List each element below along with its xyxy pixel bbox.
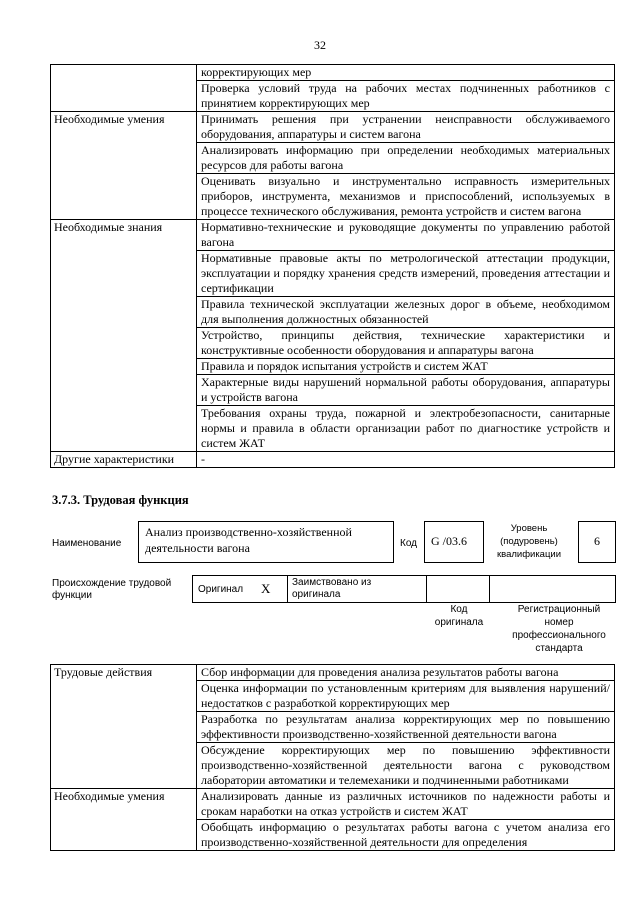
function-name-value: Анализ производственно-хозяйственной деятельности вагона xyxy=(145,525,352,555)
row-item: Правила и порядок испытания устройств и систем ЖАТ xyxy=(197,359,615,375)
table-row xyxy=(51,220,615,251)
original-mark: X xyxy=(261,581,271,596)
row-item: Оценка информации по установленным критериям для выявления нарушений/недостатков с разработкой корректирующих мер xyxy=(197,681,615,712)
origin-label: Происхождение трудовой функции xyxy=(52,578,172,601)
table-row xyxy=(51,789,615,820)
row-label: Необходимые умения xyxy=(51,112,197,220)
row-item: Проверка условий труда на рабочих местах подчиненных работников с принятием корректирующих мер xyxy=(197,81,615,112)
row-item: корректирующих мер xyxy=(197,65,615,81)
origin-table xyxy=(192,575,616,603)
row-item: Сбор информации для проведения анализа результатов работы вагона xyxy=(197,665,615,681)
row-item: Принимать решения при устранении неисправности обслуживаемого оборудования, аппаратуры и систем вагона xyxy=(197,112,615,143)
row-item: Анализировать информацию при определении необходимых материальных ресурсов для работы вагона xyxy=(197,143,615,174)
row-item: Обсуждение корректирующих мер по повышению эффективности производственно-хозяйственной деятельности вагона с руководством лаборатории автоматики и телемеханики и подчиненными работниками xyxy=(197,743,615,789)
table-row xyxy=(51,112,615,143)
row-label: Необходимые знания xyxy=(51,220,197,452)
table-row xyxy=(51,452,615,468)
row-item: Нормативные правовые акты по метрологической аттестации продукции, эксплуатации и порядку хранения средств измерений, проведения аттестации и сертификации xyxy=(197,251,615,297)
row-item: Анализировать данные из различных источников по надежности работы и срокам наработки на отказ устройств и систем ЖАТ xyxy=(197,789,615,820)
name-label: Наименование xyxy=(52,538,122,549)
row-label: Другие характеристики xyxy=(51,452,197,468)
table-row xyxy=(51,65,615,81)
level-value: 6 xyxy=(594,534,600,548)
code-box xyxy=(424,521,484,563)
code-label: Код xyxy=(400,538,418,549)
level-label: Уровень (подуровень) квалификации xyxy=(496,523,562,560)
row-item: Правила технической эксплуатации железных дорог в объеме, необходимом для выполнения должностных обязанностей xyxy=(197,297,615,328)
row-item: Требования охраны труда, пожарной и электробезопасности, санитарные нормы и правила в области организации работ по диагностике устройств и систем ЖАТ xyxy=(197,406,615,452)
row-item: - xyxy=(197,452,615,468)
requirements-table-1 xyxy=(50,64,615,468)
row-label: Трудовые действия xyxy=(51,665,197,789)
row-item: Устройство, принципы действия, технические характеристики и конструктивные особенности оборудования и аппаратуры вагона xyxy=(197,328,615,359)
registration-caption: Регистрационный номер профессионального стандарта xyxy=(512,604,606,654)
table-row xyxy=(51,665,615,681)
row-label: Необходимые умения xyxy=(51,789,197,851)
code-value: G /03.6 xyxy=(431,534,467,548)
original-label: Оригинал xyxy=(198,584,244,595)
function-name-box xyxy=(138,521,394,563)
row-item: Характерные виды нарушений нормальной работы оборудования, аппаратуры и устройств вагона xyxy=(197,375,615,406)
row-item: Обобщать информацию о результатах работы вагона с учетом анализа его производственно-хозяйственной деятельности для определения xyxy=(197,820,615,851)
borrowed-label: Заимствовано из оригинала xyxy=(292,577,372,600)
level-box xyxy=(578,521,616,563)
section-title: 3.7.3. Трудовая функция xyxy=(52,493,189,507)
code-caption: Код оригинала xyxy=(434,604,484,628)
row-item: Оценивать визуально и инструментально исправность измерительных приборов, инструмента, механизмов и приспособлений, используемых в процессе технического обслуживания, ремонта устройств и систем вагона xyxy=(197,174,615,220)
row-item: Нормативно-технические и руководящие документы по управлению работой вагона xyxy=(197,220,615,251)
requirements-table-2 xyxy=(50,664,615,851)
page-number: 32 xyxy=(314,38,326,52)
row-item: Разработка по результатам анализа корректирующих мер по повышению эффективности производственно-хозяйственной деятельности вагона xyxy=(197,712,615,743)
row-label xyxy=(51,65,197,112)
